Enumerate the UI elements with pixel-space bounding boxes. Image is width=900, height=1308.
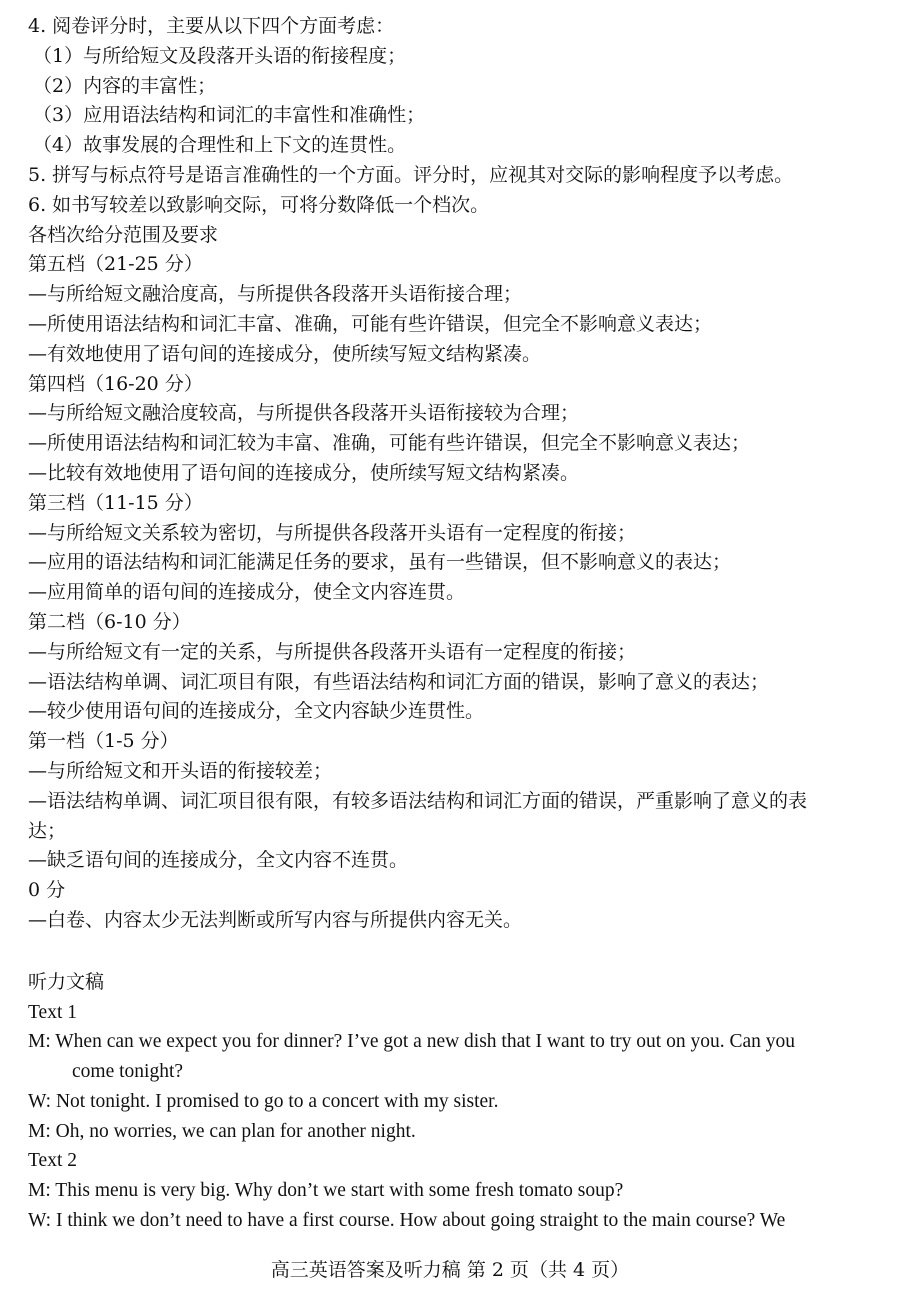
dialogue-line-continuation: come tonight? <box>72 1061 184 1083</box>
text-label: Text 2 <box>28 1150 77 1172</box>
band-item: —应用简单的语句间的连接成分，使全文内容连贯。 <box>28 581 466 604</box>
dialogue-line: W: Not tonight. I promised to go to a concert with my sister. <box>28 1090 499 1112</box>
band-item: —语法结构单调、词汇项目很有限，有较多语法结构和词汇方面的错误，严重影响了意义的表 <box>28 789 808 812</box>
bands-heading: 各档次给分范围及要求 <box>28 223 219 246</box>
dialogue-line: M: When can we expect you for dinner? I’ve got a new dish that I want to try out on you. Can you <box>28 1031 795 1053</box>
band-item: —所使用语法结构和词汇较为丰富、准确，可能有些许错误，但完全不影响意义表达； <box>28 432 751 455</box>
band-0 <box>28 876 878 936</box>
section-gap <box>28 936 878 968</box>
band-1 <box>28 727 878 876</box>
band-item: —缺乏语句间的连接成分，全文内容不连贯。 <box>28 849 409 872</box>
band-item: 达； <box>28 819 67 842</box>
band-item: —与所给短文有一定的关系，与所提供各段落开头语有一定程度的衔接； <box>28 640 637 663</box>
scoring-rules <box>28 12 878 250</box>
band-item: —与所给短文关系较为密切，与所提供各段落开头语有一定程度的衔接； <box>28 521 637 544</box>
rule-4-item-1: （1）与所给短文及段落开头语的衔接程度； <box>33 44 407 67</box>
band-item: —与所给短文融洽度较高，与所提供各段落开头语衔接较为合理； <box>28 402 580 425</box>
transcript-title: 听力文稿 <box>28 970 105 993</box>
rule-4-item-3: （3）应用语法结构和词汇的丰富性和准确性； <box>33 104 426 127</box>
rule-5: 5. 拼写与标点符号是语言准确性的一个方面。评分时，应视其对交际的影响程度予以考虑。 <box>28 163 794 186</box>
dialogue-line: M: Oh, no worries, we can plan for another night. <box>28 1120 416 1142</box>
rule-4: 4. 阅卷评分时，主要从以下四个方面考虑： <box>28 15 395 37</box>
band-item: —语法结构单调、词汇项目有限，有些语法结构和词汇方面的错误，影响了意义的表达； <box>28 670 770 693</box>
band-item: —应用的语法结构和词汇能满足任务的要求，虽有一些错误，但不影响意义的表达； <box>28 551 732 574</box>
band-item: —比较有效地使用了语句间的连接成分，使所续写短文结构紧凑。 <box>28 461 580 484</box>
band-item: —较少使用语句间的连接成分，全文内容缺少连贯性。 <box>28 700 485 723</box>
band-item: —与所给短文和开头语的衔接较差； <box>28 759 333 782</box>
dialogue-line: M: This menu is very big. Why don’t we start with some fresh tomato soup? <box>28 1180 624 1202</box>
band-3 <box>28 489 878 608</box>
page-footer: 高三英语答案及听力稿 第 2 页（共 4 页） <box>270 1259 630 1281</box>
dialogue-line: W: I think we don’t need to have a first course. How about going straight to the main course? We <box>28 1210 786 1232</box>
rule-4-item-4: （4）故事发展的合理性和上下文的连贯性。 <box>33 134 407 157</box>
band-item: —所使用语法结构和词汇丰富、准确，可能有些许错误，但完全不影响意义表达； <box>28 312 713 335</box>
band-title: 0 分 <box>28 879 66 902</box>
band-title: 第五档（21-25 分） <box>28 253 203 276</box>
band-title: 第一档（1-5 分） <box>28 730 179 753</box>
band-title: 第三档（11-15 分） <box>28 491 203 514</box>
band-item: —有效地使用了语句间的连接成分，使所续写短文结构紧凑。 <box>28 342 542 365</box>
band-title: 第四档（16-20 分） <box>28 372 203 395</box>
band-5 <box>28 250 878 369</box>
document-page <box>28 12 878 1236</box>
band-2 <box>28 608 878 727</box>
listening-transcript <box>28 968 878 1236</box>
rule-6: 6. 如书写较差以致影响交际，可将分数降低一个档次。 <box>28 193 490 216</box>
band-title: 第二档（6-10 分） <box>28 610 191 633</box>
band-item: —白卷、内容太少无法判断或所写内容与所提供内容无关。 <box>28 908 523 931</box>
text-label: Text 1 <box>28 1001 77 1023</box>
rule-4-item-2: （2）内容的丰富性； <box>33 74 217 97</box>
band-item: —与所给短文融洽度高，与所提供各段落开头语衔接合理； <box>28 283 523 306</box>
band-4 <box>28 370 878 489</box>
